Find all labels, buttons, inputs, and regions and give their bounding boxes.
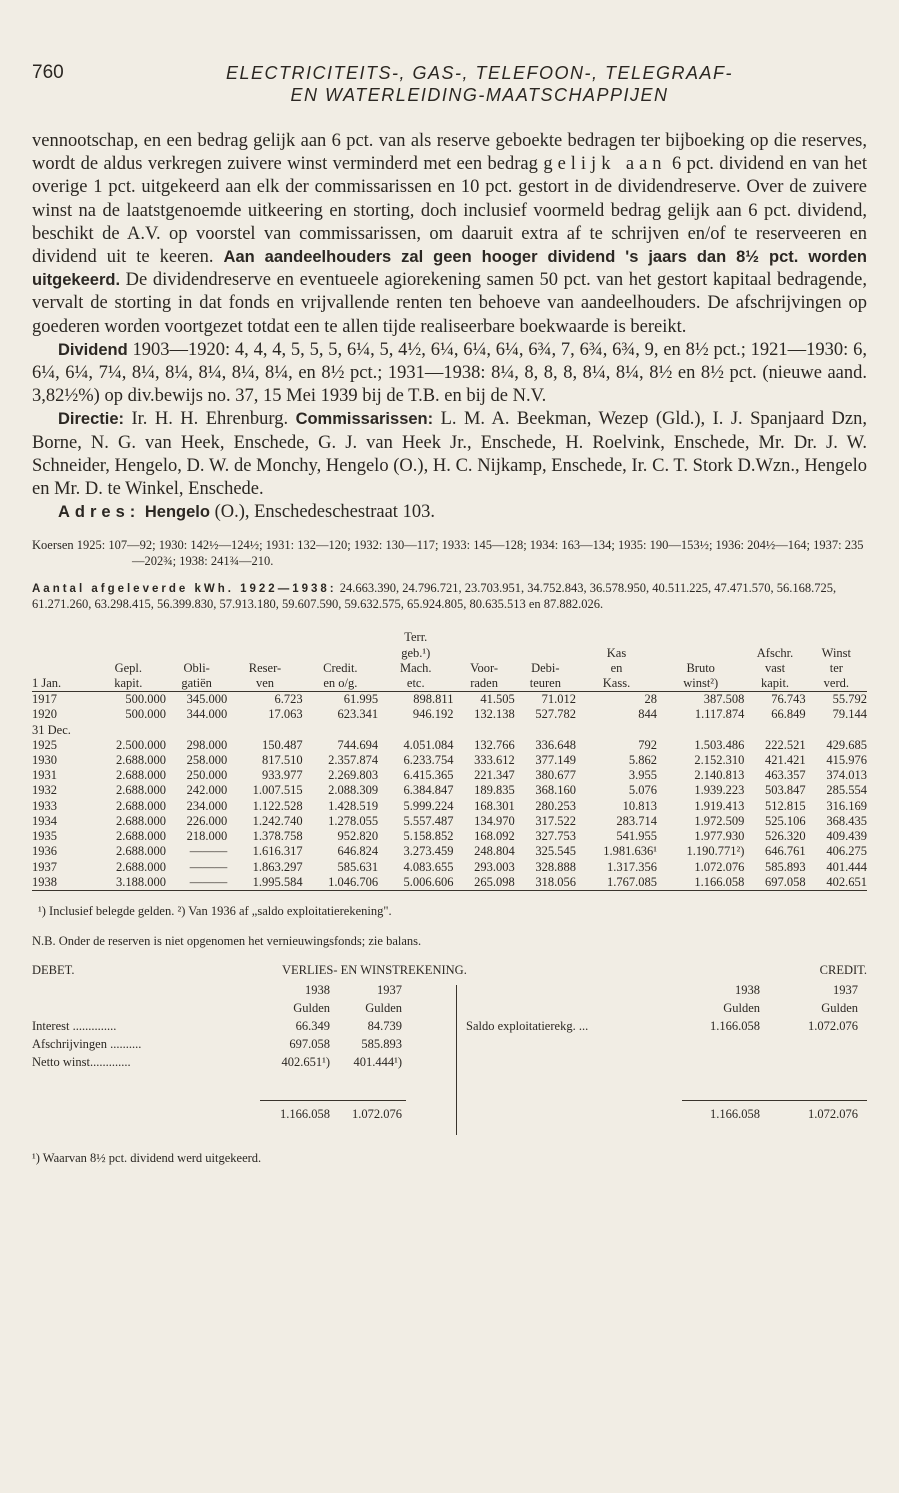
table-cell <box>378 723 453 738</box>
table-cell: 318.056 <box>515 875 576 891</box>
table-cell: 2.088.309 <box>328 783 379 798</box>
row-afschrijvingen-1937: 585.893 <box>361 1036 402 1051</box>
nb-note: N.B. Onder de reserven is niet opgenomen het vernieuwingsfonds; zie balans. <box>32 933 422 948</box>
left-total-1938: 1.166.058 <box>280 1106 330 1121</box>
column-header: Gepl. kapit. <box>91 630 166 691</box>
text-run: vennootschap, en een bedrag gelijk aan 6 pct. van als reserve geboekte bedragen ter bijboeking op die reserves, wordt de aldus verkregen zuivere winst verminderd met een bedrag <box>32 131 867 175</box>
table-cell: 1.242.740 <box>252 813 303 828</box>
table-cell: 5.158.852 <box>403 829 454 844</box>
table-cell: 1.007.515 <box>252 783 303 798</box>
table-cell <box>515 723 576 738</box>
column-header: Terr. geb.¹) Mach. etc. <box>378 630 453 691</box>
adres-city: Hengelo <box>140 503 210 522</box>
currency-right-2: Gulden <box>821 1000 858 1015</box>
table-cell: 6.415.365 <box>403 768 454 783</box>
table-cell: 317.522 <box>535 813 576 828</box>
table-cell <box>227 723 302 738</box>
table-cell: 1.972.509 <box>694 813 745 828</box>
table-cell: 4.083.655 <box>403 859 454 874</box>
column-header: Bruto winst²) <box>657 630 744 691</box>
row-interest-label: Interest .............. <box>32 1018 117 1033</box>
row-afschrijvingen-label: Afschrijvingen .......... <box>32 1036 142 1051</box>
table-cell <box>744 723 805 738</box>
table-cell <box>453 723 514 738</box>
table-cell: 10.813 <box>622 798 658 813</box>
directie-text: Ir. H. H. Ehrenburg. <box>124 409 296 430</box>
table-cell: 503.847 <box>765 783 806 798</box>
table-cell: 792 <box>638 737 658 752</box>
table-cell: 2.269.803 <box>328 768 379 783</box>
table-cell: 1.190.771²) <box>686 844 745 859</box>
table-cell: 1933 <box>32 798 57 813</box>
table-row <box>32 723 867 738</box>
table-cell: 327.753 <box>535 829 576 844</box>
table-cell: 1931 <box>32 768 57 783</box>
year-1937-left: 1937 <box>377 982 402 997</box>
table-cell <box>91 723 166 738</box>
table-cell: 345.000 <box>186 692 228 707</box>
header-title-line2: EN WATERLEIDING-MAATSCHAPPIJEN <box>290 85 669 105</box>
table-row <box>32 875 867 891</box>
table-cell: 248.804 <box>474 844 515 859</box>
commissarissen-label: Commissarissen: <box>295 410 434 429</box>
table-cell: 1917 <box>32 692 57 707</box>
table-cell: 844 <box>638 707 658 722</box>
table-cell: 952.820 <box>337 829 379 844</box>
table-cell: 2.688.000 <box>116 798 167 813</box>
table-row <box>32 799 867 814</box>
table-cell: 1.317.356 <box>607 859 658 874</box>
table-cell: 377.149 <box>535 753 576 768</box>
table-cell: 2.688.000 <box>116 783 167 798</box>
table-cell: 336.648 <box>535 737 576 752</box>
table-cell: 409.439 <box>826 829 867 844</box>
table-cell: 429.685 <box>826 737 867 752</box>
table-cell: ——— <box>189 859 228 874</box>
table-row <box>32 844 867 859</box>
account-divider <box>456 985 457 1135</box>
directie-label: Directie: <box>58 410 125 429</box>
table-cell: 132.138 <box>474 707 515 722</box>
table-cell: 226.000 <box>186 813 228 828</box>
text-run: De dividendreserve en eventueele agiorekening samen 50 pct. van het gestort kapitaal bedragende, vervalt de storting in dat fonds en vrijvallende renten ten behoeve van aandeelhouders. De afschrijvingen op goederen worden voortgezet totdat een te allen tijde realiseerbare boekwaarde is bereikt. <box>32 270 867 337</box>
table-cell: 61.995 <box>343 692 379 707</box>
table-cell: 132.766 <box>474 737 515 752</box>
financial-table <box>32 630 867 890</box>
table-cell: ——— <box>189 844 228 859</box>
column-header: Kas en Kass. <box>576 630 657 691</box>
table-cell: 1.919.413 <box>694 798 745 813</box>
dividend-text: 1903—1920: 4, 4, 4, 5, 5, 5, 6¼, 5, 4½, 6¼, 6¼, 6¼, 6¾, 7, 6¾, 6¾, 9, en 8½ pct.; 1921—1930: 6, 6¼, 6¼, 7¼, 8¼, 8¼, 8¼, 8¼, 8¼, en 8½ pct.; 1931—1938: 8¼, 8, 8, 8, 8¼, 8¼, 8½ en 8½ pct. (nieuwe aand. 3,82½%) op div.bewijs no. 37, 15 Mei 1939 bij de T.B. en bij de N.V. <box>32 339 867 407</box>
table-cell: 1.939.223 <box>694 783 745 798</box>
table-cell: 344.000 <box>186 707 228 722</box>
verlies-winst-account <box>32 963 867 1173</box>
table-cell: 500.000 <box>125 692 167 707</box>
table-cell: 1.503.486 <box>694 737 745 752</box>
table-cell: 28 <box>644 692 658 707</box>
table-cell: 2.688.000 <box>116 813 167 828</box>
table-cell: 1936 <box>32 844 57 859</box>
table-cell: 234.000 <box>186 798 228 813</box>
column-header: Winst ter verd. <box>806 630 867 691</box>
table-cell: 17.063 <box>268 707 303 722</box>
table-cell: 526.320 <box>765 829 806 844</box>
row-interest-1938: 66.349 <box>295 1018 330 1033</box>
text-run: 6 pct. dividend en van het overige 1 pct. uitgekeerd aan elk der commissarissen en 10 pct. gestort in de dividendreserve. Over de zuivere winst na de laatstgenoemde uitkeering en storting, doch inclusief voormeld bedrag gelijk aan 6 pct. dividend, beschikt de A.V. op voorstel van commissarissen, om daaruit extra af te schrijven en/of te reserveeren en dividend uit te keeren. <box>32 154 867 268</box>
table-cell: 76.743 <box>771 692 806 707</box>
table-cell: 2.688.000 <box>116 859 167 874</box>
body-text <box>32 130 867 524</box>
table-cell: 585.893 <box>765 859 806 874</box>
table-cell: 41.505 <box>480 692 515 707</box>
table-cell: 31 Dec. <box>32 722 71 737</box>
table-cell: 1.981.636¹ <box>603 844 658 859</box>
table-cell: 5.076 <box>628 783 658 798</box>
kwh-label: Aantal afgeleverde kWh. 1922—1938: <box>32 583 337 596</box>
table-cell: 898.811 <box>413 692 454 707</box>
table-cell: 5.862 <box>628 753 658 768</box>
header-title-line1: ELECTRICITEITS-, GAS-, TELEFOON-, TELEGRAAF- <box>225 63 734 83</box>
currency-left-1: Gulden <box>293 1000 330 1015</box>
table-cell: 1934 <box>32 813 57 828</box>
table-row <box>32 753 867 768</box>
table-cell: 2.688.000 <box>116 753 167 768</box>
table-cell: 368.160 <box>535 783 576 798</box>
commissarissen-text: L. M. A. Beekman, Wezep (Gld.), I. J. Spanjaard Dzn, Borne, N. G. van Heek, Enschede, G. J. van Heek Jr., Enschede, H. Roelvink, Enschede, Mr. Dr. J. W. Schneider, Hengelo, D. W. de Monchy, Hengelo (O.), H. C. Nijkamp, Enschede, Ir. C. T. Stork D.Wzn., Hengelo en Mr. D. te Winkel, Enschede. <box>32 409 867 500</box>
row-saldo-label: Saldo exploitatierekg. ... <box>466 1018 589 1033</box>
table-cell: 5.999.224 <box>403 798 454 813</box>
right-total-1938: 1.166.058 <box>710 1106 760 1121</box>
running-header <box>32 62 867 112</box>
table-cell: 623.341 <box>337 707 379 722</box>
table-cell: ——— <box>166 875 227 891</box>
table-cell: 1.072.076 <box>694 859 745 874</box>
table-cell: 6.723 <box>274 692 303 707</box>
table-cell: 265.098 <box>453 875 514 891</box>
table-row <box>32 814 867 829</box>
table-cell: 1.616.317 <box>252 844 303 859</box>
koersen-text: Koersen 1925: 107—92; 1930: 142½—124½; 1931: 132—120; 1932: 130—117; 1933: 145—128; 1934: 163—134; 1935: 190—153½; 1936: 204½—164; 1937: 235—202¾; 1938: 241¾—210. <box>32 538 864 568</box>
table-cell: 5.006.606 <box>378 875 453 891</box>
account-footnote: ¹) Waarvan 8½ pct. dividend werd uitgekeerd. <box>32 1150 262 1165</box>
table-cell: 406.275 <box>826 844 867 859</box>
header-title <box>92 62 867 106</box>
table-row <box>32 692 867 708</box>
table-row <box>32 860 867 875</box>
table-cell: 6.384.847 <box>403 783 454 798</box>
table-cell: 1.117.874 <box>694 707 745 722</box>
table-cell: 1.166.058 <box>657 875 744 891</box>
table-cell: 3.273.459 <box>403 844 454 859</box>
column-header: Credit. en o/g. <box>303 630 378 691</box>
table-header-row <box>32 630 867 691</box>
table-row <box>32 783 867 798</box>
table-cell <box>806 723 867 738</box>
table-cell: 293.003 <box>474 859 515 874</box>
table-cell: 1920 <box>32 707 57 722</box>
spaced-text: gelijk aan <box>543 154 667 175</box>
row-netto-winst-1938: 402.651¹) <box>281 1054 330 1069</box>
table-cell: 401.444 <box>826 859 867 874</box>
table-cell: 189.835 <box>474 783 515 798</box>
table-cell: 316.169 <box>826 798 867 813</box>
left-total-rule <box>260 1100 406 1101</box>
paragraph-directie <box>32 408 867 501</box>
table-cell: 285.554 <box>826 783 867 798</box>
table-cell: 1935 <box>32 829 57 844</box>
table-cell: 3.188.000 <box>91 875 166 891</box>
bold-text: Aan aandeelhouders zal geen hooger dividend 's jaars dan 8½ pct. worden uitgekeerd. <box>32 248 867 290</box>
table-cell: 325.545 <box>535 844 576 859</box>
debet-label: DEBET. <box>32 962 75 977</box>
table-cell: 500.000 <box>125 707 167 722</box>
year-1938-right: 1938 <box>735 982 760 997</box>
table-cell: 333.612 <box>474 753 515 768</box>
table-cell <box>657 723 744 738</box>
table-cell: 2.500.000 <box>116 737 167 752</box>
table-cell: 525.106 <box>765 813 806 828</box>
table-cell: 242.000 <box>186 783 228 798</box>
table-cell: 2.688.000 <box>116 768 167 783</box>
table-cell: 368.435 <box>826 813 867 828</box>
table-cell: 134.970 <box>474 813 515 828</box>
kwh-block <box>32 581 867 612</box>
currency-right-1: Gulden <box>723 1000 760 1015</box>
document-page <box>32 62 867 1173</box>
table-cell: 298.000 <box>186 737 228 752</box>
table-cell: 150.487 <box>262 737 303 752</box>
table-cell: 1925 <box>32 737 57 752</box>
table-cell: 1.278.055 <box>328 813 379 828</box>
table-cell: 387.508 <box>703 692 745 707</box>
table-row <box>32 738 867 753</box>
table-cell: 5.557.487 <box>403 813 454 828</box>
table-cell: 2.357.874 <box>328 753 379 768</box>
table-cell <box>576 723 657 738</box>
table-cell: 1.378.758 <box>252 829 303 844</box>
table-row <box>32 707 867 722</box>
column-header: Afschr. vast kapit. <box>744 630 805 691</box>
table-cell: 1938 <box>32 875 91 891</box>
paragraph-adres <box>32 501 867 524</box>
table-cell: 463.357 <box>765 768 806 783</box>
table-cell: 168.092 <box>474 829 515 844</box>
table-cell: 2.152.310 <box>694 753 745 768</box>
column-header: Voor- raden <box>453 630 514 691</box>
footnote-table: ¹) Inclusief belegde gelden. ²) Van 1936 af „saldo exploitatierekening". <box>38 903 392 918</box>
table-cell: 1.863.297 <box>252 859 303 874</box>
page-number: 760 <box>32 62 64 83</box>
table-cell: 817.510 <box>262 753 303 768</box>
table-cell: 1930 <box>32 753 57 768</box>
table-cell: 218.000 <box>186 829 228 844</box>
column-header: Obli- gatiën <box>166 630 227 691</box>
table-cell: 697.058 <box>744 875 805 891</box>
table-body <box>32 692 867 891</box>
table-cell: 55.792 <box>832 692 867 707</box>
row-saldo-1937: 1.072.076 <box>808 1018 858 1033</box>
table-cell: 71.012 <box>541 692 576 707</box>
row-netto-winst-1937: 401.444¹) <box>353 1054 402 1069</box>
table-cell: 380.677 <box>535 768 576 783</box>
table-cell: 585.631 <box>337 859 379 874</box>
table-cell: 4.051.084 <box>403 737 454 752</box>
table-cell: 2.140.813 <box>694 768 745 783</box>
table-cell: 6.233.754 <box>403 753 454 768</box>
left-total-1937: 1.072.076 <box>352 1106 402 1121</box>
table-cell: 168.301 <box>474 798 515 813</box>
table-cell: 283.714 <box>616 813 658 828</box>
adres-text: (O.), Enschedeschestraat 103. <box>209 502 435 523</box>
table-cell: 646.761 <box>765 844 806 859</box>
table-cell: 222.521 <box>765 737 806 752</box>
table-cell: 1.122.528 <box>252 798 303 813</box>
row-saldo-1938: 1.166.058 <box>710 1018 760 1033</box>
table-cell: 258.000 <box>186 753 228 768</box>
column-header: Reser- ven <box>227 630 302 691</box>
adres-label: Adres: <box>58 503 141 522</box>
paragraph-dividend <box>32 339 867 409</box>
kwh-text: 24.663.390, 24.796.721, 23.703.951, 34.752.843, 36.578.950, 40.511.225, 47.471.570, 56.168.725, 61.271.260, 63.298.415, 56.399.830, 57.913.180, 59.607.590, 59.632.575, 65.924.805, 80.635.513 en 87.882.026. <box>32 581 837 612</box>
koersen-block <box>32 538 867 569</box>
table-cell: 512.815 <box>765 798 806 813</box>
table-cell: 1937 <box>32 859 57 874</box>
column-header: Debi- teuren <box>515 630 576 691</box>
table-cell <box>166 723 227 738</box>
table-cell: 280.253 <box>535 798 576 813</box>
table-cell: 1.046.706 <box>303 875 378 891</box>
row-afschrijvingen-1938: 697.058 <box>289 1036 330 1051</box>
credit-label: CREDIT. <box>819 962 867 977</box>
table-cell <box>303 723 378 738</box>
account-title: VERLIES- EN WINSTREKENING. <box>282 962 467 977</box>
dividend-label: Dividend <box>58 340 128 359</box>
table-row <box>32 768 867 783</box>
table-cell: 250.000 <box>186 768 228 783</box>
table-cell: 79.144 <box>832 707 867 722</box>
table-cell: 946.192 <box>412 707 454 722</box>
row-netto-winst-label: Netto winst............. <box>32 1054 131 1069</box>
right-total-1937: 1.072.076 <box>808 1106 858 1121</box>
table-cell: 541.955 <box>616 829 658 844</box>
table-row <box>32 829 867 844</box>
table-cell: 3.955 <box>628 768 658 783</box>
table-cell: 2.688.000 <box>116 829 167 844</box>
row-interest-1937: 84.739 <box>367 1018 402 1033</box>
table-cell: 646.824 <box>337 844 379 859</box>
table-cell: 1.977.930 <box>694 829 745 844</box>
table-cell: 374.013 <box>826 768 867 783</box>
year-1937-right: 1937 <box>833 982 858 997</box>
table-cell: 2.688.000 <box>116 844 167 859</box>
table-cell: 1.767.085 <box>576 875 657 891</box>
table-cell: 933.977 <box>262 768 303 783</box>
table-cell: 402.651 <box>806 875 867 891</box>
table-cell: 1.995.584 <box>227 875 302 891</box>
table-cell: 1932 <box>32 783 57 798</box>
table-cell: 527.782 <box>535 707 576 722</box>
table-cell: 415.976 <box>826 753 867 768</box>
table-cell: 328.888 <box>535 859 576 874</box>
right-total-rule <box>682 1100 867 1101</box>
table-cell: 66.849 <box>771 707 806 722</box>
table-cell: 421.421 <box>765 753 806 768</box>
table-cell: 1.428.519 <box>328 798 379 813</box>
table-cell: 221.347 <box>474 768 515 783</box>
paragraph-statutes <box>32 130 867 339</box>
currency-left-2: Gulden <box>365 1000 402 1015</box>
year-1938-left: 1938 <box>305 982 330 997</box>
column-header: 1 Jan. <box>32 630 91 691</box>
table-cell: 744.694 <box>337 737 379 752</box>
notes-block <box>32 903 867 949</box>
